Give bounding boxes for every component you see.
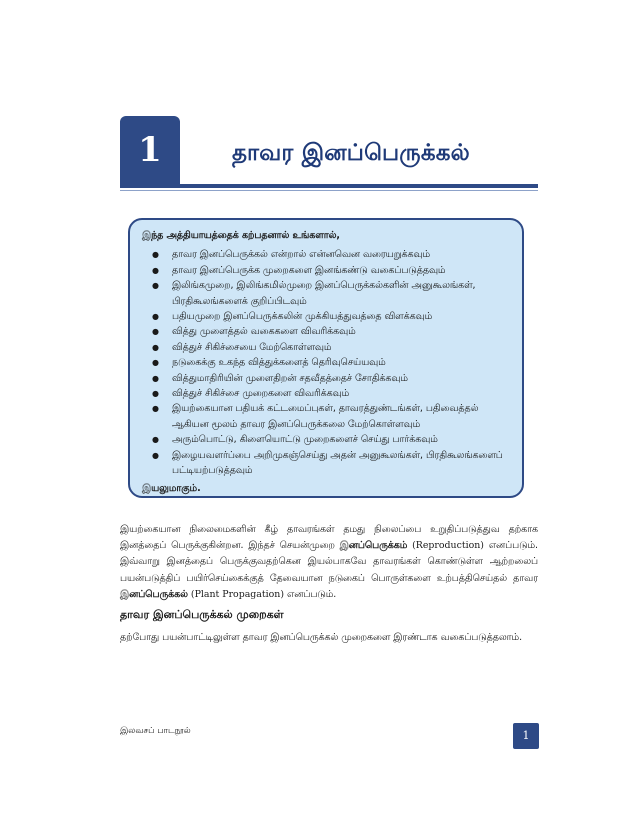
- term-propagation: இனப்பெருக்கல்: [120, 588, 188, 600]
- footer-label: இலவசப் பாடநூல்: [120, 726, 191, 736]
- objective-item: ● வித்துச் சிகிச்சையை மேற்கொள்ளவும்: [142, 340, 512, 355]
- objective-item: ● வித்துச் சிகிச்சை முறைகளை விவரிக்கவும்: [142, 386, 512, 401]
- objective-item: ● இலிங்கமுறை, இலிங்கமில்முறை இனப்பெருக்கல்களின் அனுகூலங்கள், பிரதிகூலங்களைக் குறிப்பிடவும்: [142, 278, 512, 309]
- objective-item: ● வித்துமாதிரியின் முளைதிறன் சதவீதத்தைச் சோதிக்கவும்: [142, 371, 512, 386]
- objectives-outro: இயலுமாகும்.: [142, 482, 201, 494]
- chapter-title: தாவர இனப்பெருக்கல்: [232, 140, 470, 166]
- title-rule: [120, 184, 538, 188]
- english-term: (Plant Propagation): [187, 588, 287, 600]
- objectives-intro: இந்த அத்தியாயத்தைக் கற்பதனால் உங்களால்,: [142, 230, 340, 241]
- english-term: (Reproduction): [407, 540, 489, 552]
- page-number: 1: [513, 723, 539, 749]
- intro-paragraph: [120, 522, 538, 603]
- paragraph-text: எனப்படும்.: [286, 588, 337, 600]
- paragraph-text: எனப்படும். இவ்வாறு இனத்தைப் பெருக்குவதற்கென இயல்பாகவே தாவரங்கள் கொண்டுள்ள ஆற்றலைப் பயன்படுத்திப் பயிர்செய்கைக்குத் தேவையான நடுகைப் பொருள்களை உற்பத்திசெய்தல் தாவர: [120, 540, 538, 584]
- objective-item: ● தாவர இனப்பெருக்க முறைகளை இனங்கண்டு வகைப்படுத்தவும்: [142, 263, 512, 278]
- learning-objectives-box: [128, 218, 524, 498]
- chapter-number-badge: 1: [120, 116, 180, 184]
- section-paragraph: தற்போது பயன்பாட்டிலுள்ள தாவர இனப்பெருக்கல் முறைகளை இரண்டாக வகைப்படுத்தலாம்.: [120, 632, 523, 643]
- objective-item: ● தாவர இனப்பெருக்கல் என்றால் என்னவென வரையறுக்கவும்: [142, 247, 512, 262]
- section-heading: தாவர இனப்பெருக்கல் முறைகள்: [120, 608, 284, 621]
- objective-item: ● இழையவளர்ப்பை அறிமுகஞ்செய்து அதன் அனுகூலங்கள், பிரதிகூலங்களைப் பட்டியற்படுத்தவும்: [142, 448, 512, 479]
- paragraph-text: இயற்கையான நிலைமைகளின் கீழ் தாவரங்கள் தமது நிலைப்பை உறுதிப்படுத்துவ தற்காக இனத்தைப் பெருக்குகின்றன. இந்தச் செயன்முறை: [120, 524, 538, 552]
- objective-item: ● நடுகைக்கு உகந்த வித்துக்களைத் தெரிவுசெய்யவும்: [142, 355, 512, 370]
- objective-item: ● பதியமுறை இனப்பெருக்கலின் முக்கியத்துவத்தை விளக்கவும்: [142, 309, 512, 324]
- term-reproduction: இனப்பெருக்கம்: [339, 540, 408, 552]
- objective-item: ● வித்து முளைத்தல் வகைகளை விவரிக்கவும்: [142, 324, 512, 339]
- title-rule-thin: [120, 190, 538, 191]
- objective-item: ● அரும்பொட்டு, கிளையொட்டு முறைகளைச் செய்து பார்க்கவும்: [142, 432, 512, 447]
- objectives-list: [142, 247, 512, 478]
- objective-item: ● இயற்கையான பதியக் கட்டமைப்புகள், தாவரத்துண்டங்கள், பதிவைத்தல் ஆகியன மூலம் தாவர இனப்பெருக்கலை மேற்கொள்ளவும்: [142, 401, 512, 432]
